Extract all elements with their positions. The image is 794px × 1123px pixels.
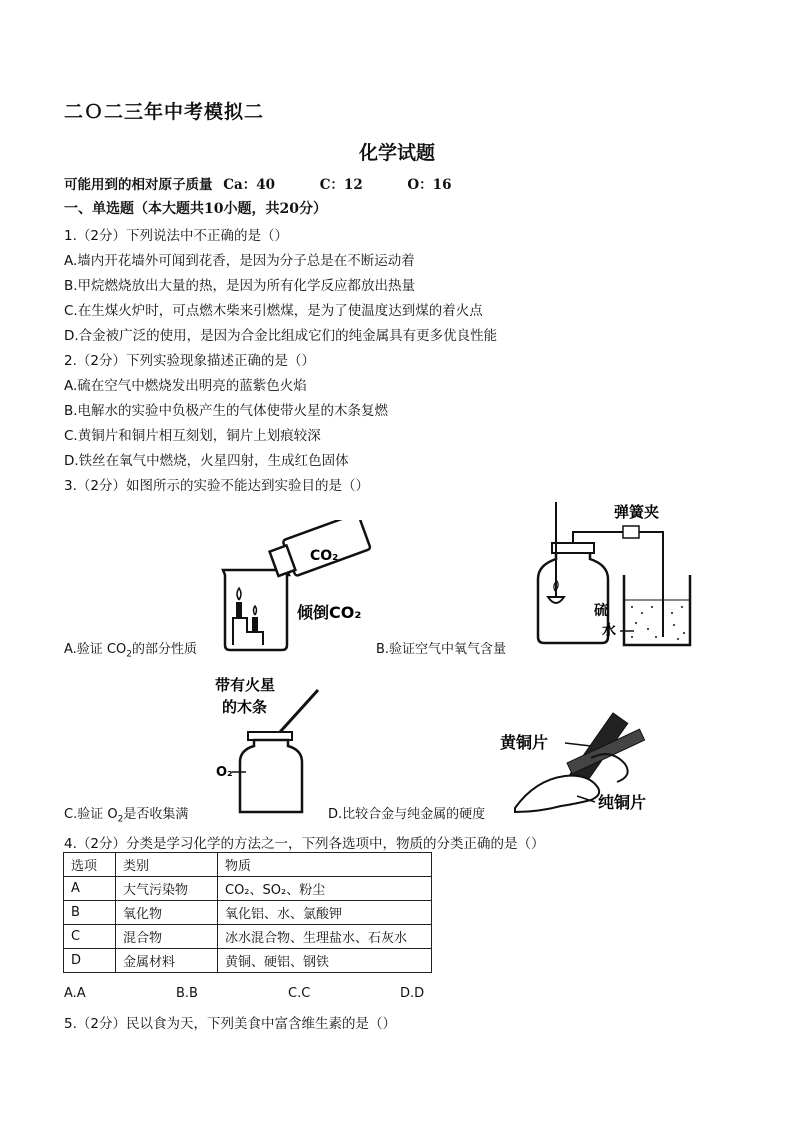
page-title: 化学试题 xyxy=(358,142,435,164)
caption-c-suffix: 是否收集满 xyxy=(123,807,189,822)
caption-c-sub: 2 xyxy=(117,814,124,825)
table-cell: D xyxy=(64,949,116,973)
table-cell: 氧化铝、水、氯酸钾 xyxy=(218,901,432,925)
classification-table xyxy=(63,852,432,973)
caption-a-prefix: A.验证 CO xyxy=(64,642,127,657)
q4-answer-b: B.B xyxy=(176,986,198,1001)
label-splint-line1: 带有火星 xyxy=(215,676,276,694)
q1-stem: 1.（2分）下列说法中不正确的是（） xyxy=(64,228,288,244)
section-title: 一、单选题（本大题共10小题，共20分） xyxy=(64,201,327,217)
table-cell: 大气污染物 xyxy=(116,877,218,901)
exam-name: 二Ｏ二三年中考模拟二 xyxy=(64,101,265,123)
table-row xyxy=(64,925,432,949)
atomic-mass-o: O：16 xyxy=(407,177,452,193)
table-header: 物质 xyxy=(218,853,432,877)
table-cell: 黄铜、硬铝、钢铁 xyxy=(218,949,432,973)
q4-stem: 4.（2分）分类是学习化学的方法之一，下列各选项中，物质的分类正确的是（） xyxy=(64,836,545,852)
label-water: 水 xyxy=(602,623,616,639)
label-brass: 黄铜片 xyxy=(500,733,549,752)
caption-a-suffix: 的部分性质 xyxy=(131,642,197,657)
q2-option-c: C.黄铜片和铜片相互刻划，铜片上划痕较深 xyxy=(64,428,321,444)
q1-option-b: B.甲烷燃烧放出大量的热，是因为所有化学反应都放出热量 xyxy=(64,278,416,294)
label-sulfur: 硫 xyxy=(594,603,608,619)
table-cell: C xyxy=(64,925,116,949)
table-row xyxy=(64,949,432,973)
q1-option-d: D.合金被广泛的使用，是因为合金比组成它们的纯金属具有更多优良性能 xyxy=(64,328,498,344)
q3-caption-a xyxy=(64,638,197,660)
atomic-mass-c: C：12 xyxy=(319,177,363,193)
caption-c-prefix: C.验证 O xyxy=(64,807,118,822)
table-cell: 氧化物 xyxy=(116,901,218,925)
table-cell: 金属材料 xyxy=(116,949,218,973)
figure-b-oxygen-content xyxy=(528,497,698,652)
q3-caption-b: B.验证空气中氧气含量 xyxy=(376,642,507,657)
label-o2: O₂ xyxy=(216,765,233,780)
q1-option-a: A.墙内开花墙外可闻到花香，是因为分子总是在不断运动着 xyxy=(64,253,415,269)
label-co2-bottle: CO₂ xyxy=(310,548,339,564)
label-splint-line2: 的木条 xyxy=(222,698,268,716)
caption-a-sub: 2 xyxy=(126,649,132,660)
table-row xyxy=(64,877,432,901)
table-cell: CO₂、SO₂、粉尘 xyxy=(218,877,432,901)
figure-d-brass-copper xyxy=(495,708,670,820)
table-cell: A xyxy=(64,877,116,901)
label-pour-co2: 倾倒CO₂ xyxy=(297,603,362,622)
q3-caption-d: D.比较合金与纯金属的硬度 xyxy=(328,807,486,822)
table-cell: 混合物 xyxy=(116,925,218,949)
atomic-masses-label: 可能用到的相对原子质量 xyxy=(64,177,213,193)
label-spring-clip: 弹簧夹 xyxy=(614,503,660,521)
q1-option-c: C.在生煤火炉时，可点燃木柴来引燃煤，是为了使温度达到煤的着火点 xyxy=(64,303,483,319)
table-cell: 冰水混合物、生理盐水、石灰水 xyxy=(218,925,432,949)
atomic-masses xyxy=(64,173,491,193)
table-header-row xyxy=(64,853,432,877)
q4-answer-a: A.A xyxy=(64,986,86,1001)
table-row xyxy=(64,901,432,925)
q3-stem: 3.（2分）如图所示的实验不能达到实验目的是（） xyxy=(64,478,369,494)
q2-option-b: B.电解水的实验中负极产生的气体使带火星的木条复燃 xyxy=(64,403,389,419)
label-pure-copper: 纯铜片 xyxy=(598,793,647,812)
q4-answer-d: D.D xyxy=(400,986,425,1001)
q4-answer-c: C.C xyxy=(288,986,311,1001)
q5-stem: 5.（2分）民以食为天，下列美食中富含维生素的是（） xyxy=(64,1016,396,1032)
q2-stem: 2.（2分）下列实验现象描述正确的是（） xyxy=(64,353,315,369)
table-header: 选项 xyxy=(64,853,116,877)
q3-caption-c xyxy=(64,803,188,825)
figure-a-co2-pour xyxy=(215,520,385,655)
atomic-mass-ca: Ca：40 xyxy=(223,177,275,193)
table-cell: B xyxy=(64,901,116,925)
table-header: 类别 xyxy=(116,853,218,877)
q2-option-a: A.硫在空气中燃烧发出明亮的蓝紫色火焰 xyxy=(64,378,307,394)
q2-option-d: D.铁丝在氧气中燃烧，火星四射，生成红色固体 xyxy=(64,453,349,469)
figure-c-o2-bottle xyxy=(210,672,340,820)
